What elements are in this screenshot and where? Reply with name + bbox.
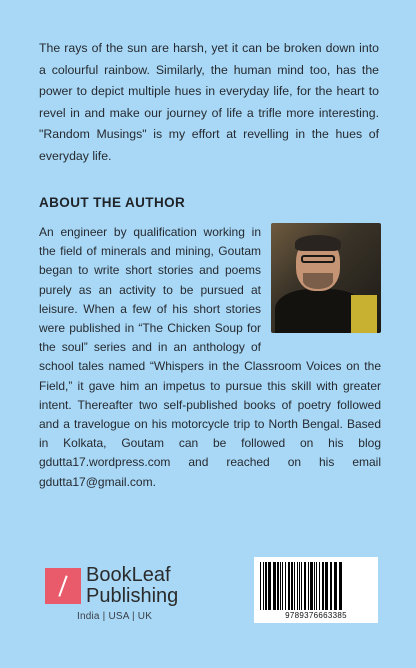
isbn-number: 9789376663385: [285, 611, 347, 620]
back-cover-blurb: The rays of the sun are harsh, yet it can be broken down into a colourful rainbow. Similarly, the human mind too, has the power to depict multiple hues in everyday life, for the heart to revel in and make our journey of life a trifle more interesting. "Random Musings" is my effort at revelling in the hues of everyday life.: [39, 41, 379, 163]
barcode-bars-icon: [260, 562, 372, 610]
author-bio-section: [39, 223, 381, 492]
publisher-name-line1: BookLeaf: [86, 564, 171, 586]
publisher-countries: India | USA | UK: [77, 611, 153, 622]
publisher-name: [86, 565, 178, 607]
author-bio-text: An engineer by qualification working in the field of minerals and mining, Goutam began to write short stories and poems purely as an activity to be pursued at leisure. When a few of his short stories were published in “The Chicken Soup for the soul” series and in an anthology of school tales named “Whispers in the Classroom Voices on the Field,” it gave him an impetus to pursue this skill with greater intent. Thereafter two self-published books of poetry followed and a travelogue on his motorcycle trip to North Bengal. Based in Kolkata, Goutam can be followed on his blog gdutta17.wordpress.com and reached on his email gdutta17@gmail.com.: [39, 225, 381, 489]
publisher-name-line2: Publishing: [86, 585, 179, 607]
isbn-barcode: [254, 557, 378, 623]
about-author-heading: ABOUT THE AUTHOR: [39, 195, 186, 210]
slash-logo-icon: [45, 568, 81, 604]
author-photo: [271, 223, 381, 333]
